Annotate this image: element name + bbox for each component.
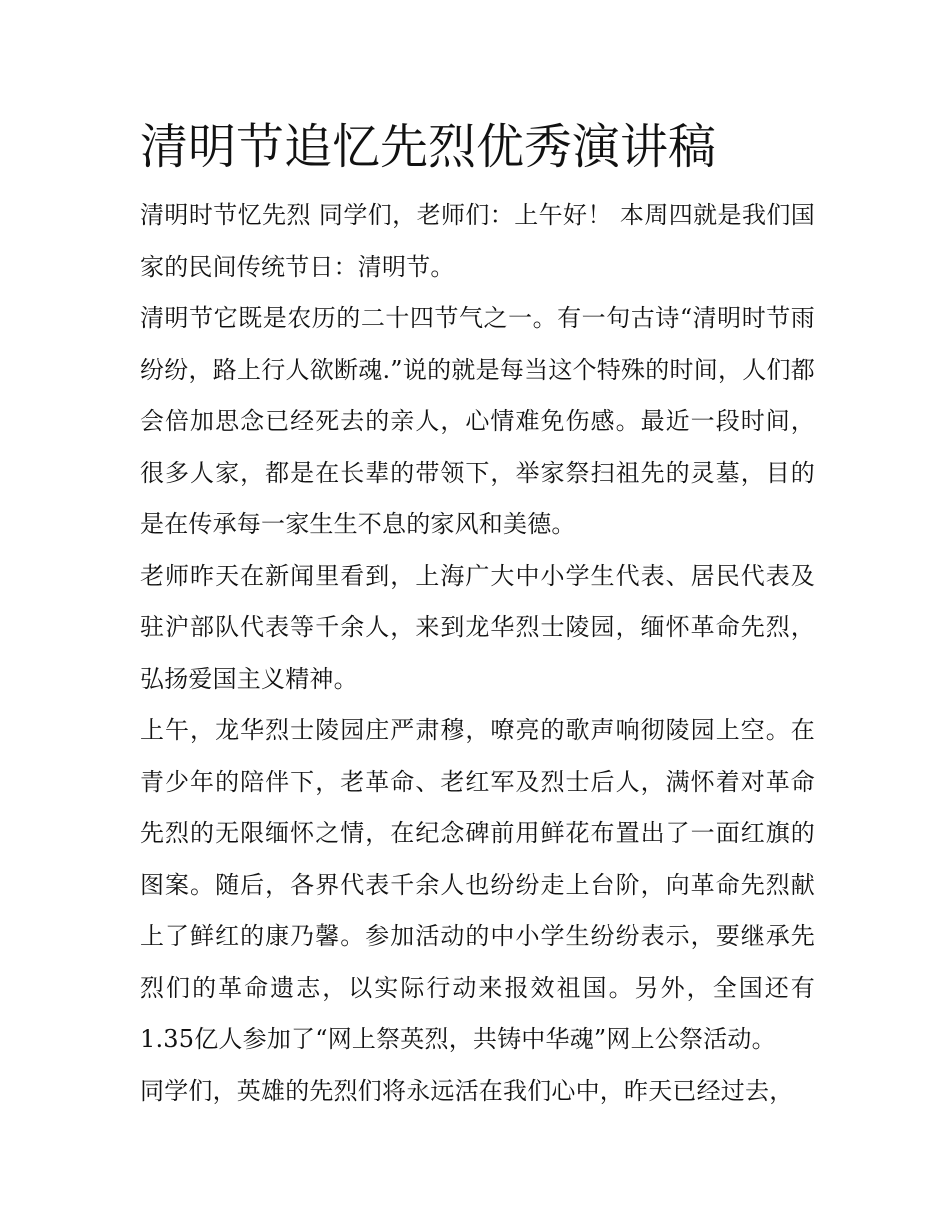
document-title: 清明节追忆先烈优秀演讲稿 [140,119,717,175]
paragraph-4: 上午，龙华烈士陵园庄严肃穆，嘹亮的歌声响彻陵园上空。在青少年的陪伴下，老革命、老红军及烈士后人，满怀着对革命先烈的无限缅怀之情，在纪念碑前用鲜花布置出了一面红旗的图案。随后，各界代表千余人也纷纷走上台阶，向革命先烈献上了鲜红的康乃馨。参加活动的中小学生纷纷表示，要继承先烈们的革命遗志，以实际行动来报效祖国。另外，全国还有1.35亿人参加了“网上祭英烈，共铸中华魂”网上公祭活动。 [140,716,815,1053]
document-body [140,112,815,1117]
paragraph-2: 清明节它既是农历的二十四节气之一。有一句古诗“清明时节雨纷纷，路上行人欲断魂.”说的就是每当这个特殊的时间，人们都会倍加思念已经死去的亲人，心情难免伤感。最近一段时间，很多人家，都是在长辈的带领下，举家祭扫祖先的灵墓，目的是在传承每一家生生不息的家风和美德。 [140,304,815,538]
paragraph-1: 清明时节忆先烈 同学们，老师们：上午好！ 本周四就是我们国家的民间传统节日：清明节。 [140,201,815,281]
paragraph-3: 老师昨天在新闻里看到，上海广大中小学生代表、居民代表及驻沪部队代表等千余人，来到龙华烈士陵园，缅怀革命先烈，弘扬爱国主义精神。 [140,561,815,693]
paragraph-5: 同学们，英雄的先烈们将永远活在我们心中，昨天已经过去， [140,1076,794,1105]
